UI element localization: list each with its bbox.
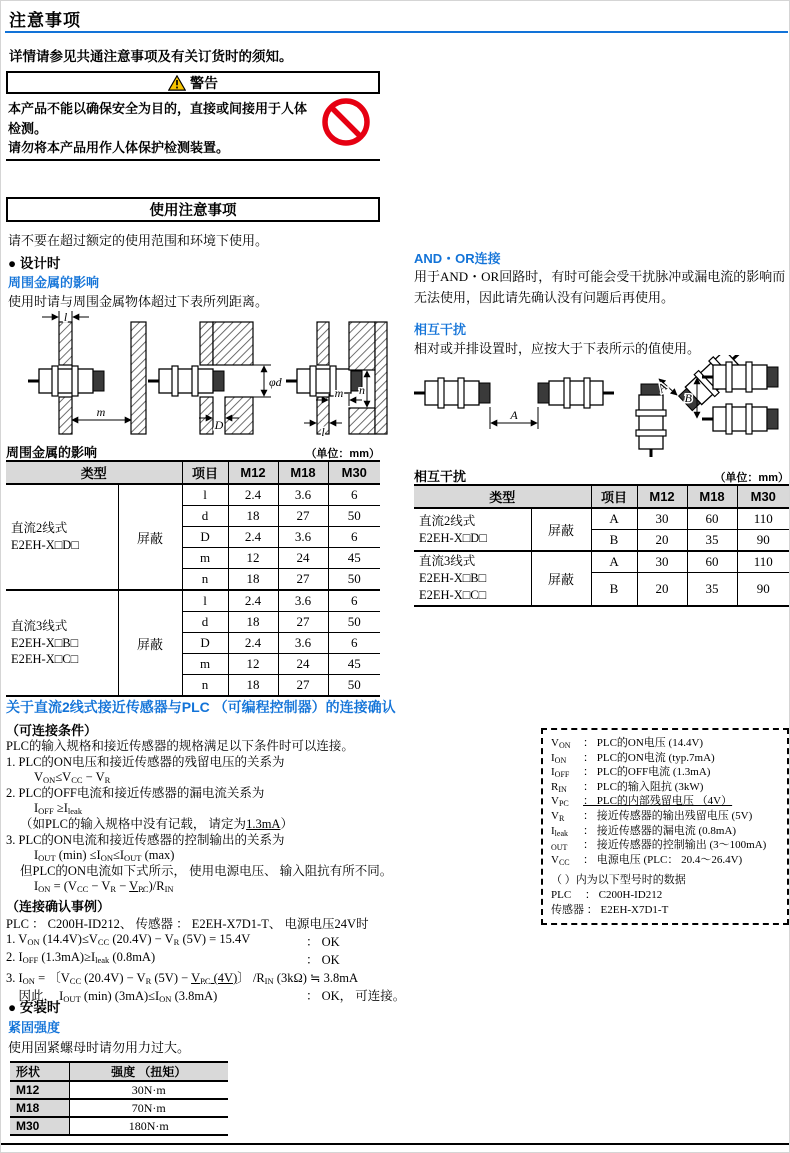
dim-label-n: n: [359, 383, 365, 397]
value-cell: 12: [228, 654, 278, 675]
value-cell: 30: [637, 508, 687, 530]
value-cell: 90: [737, 573, 789, 606]
shield-cell: 屏蔽: [531, 508, 591, 551]
type-line: E2EH-X□B□: [11, 635, 79, 650]
example-expr: 1. $V_{ON}$ $(14.4V)\le V_{CC}$ $(20.4V) - V_R$ (5V) = 15.4V: [6, 932, 251, 947]
def-desc: ： PLC的OFF电流 (1.3mA): [583, 766, 711, 779]
dim-label-m2: m: [334, 386, 344, 400]
metal-table-caption-row: [6, 442, 380, 461]
warning-divider: [6, 159, 380, 161]
value-cell: 110: [737, 551, 789, 573]
def-desc: ： 接近传感器的漏电流 (0.8mA): [583, 824, 737, 837]
def-note: （ ）内为以下型号时的数据: [551, 874, 686, 887]
strength-table: [10, 1061, 228, 1136]
value-cell: 20: [637, 573, 687, 606]
dim-label-l2: l: [321, 425, 325, 438]
plc-definitions-box: [541, 728, 789, 925]
value-cell: 50: [328, 569, 380, 591]
plc-cond-3: 3. PLC的ON电流和接近传感器的控制输出的关系为: [6, 832, 285, 847]
warning-line-1: 本产品不能以确保安全为目的，直接或间接用于人体检测。: [8, 101, 308, 136]
value-cell: 50: [328, 612, 380, 633]
value-cell: 6: [328, 633, 380, 654]
value-cell: 45: [328, 548, 380, 569]
value-cell: 110: [737, 508, 789, 530]
def-sensor-model: 传感器 ： E2EH-X7D1-T: [551, 903, 669, 916]
usage-note: 请不要在超过额定的使用范围和环境下使用。: [8, 233, 269, 248]
def-desc: ： 接近传感器的输出残留电压 (5V): [583, 809, 753, 822]
value-cell: 2.4: [228, 484, 278, 506]
shape-cell: M18: [10, 1099, 69, 1117]
shield-cell: 屏蔽: [118, 484, 182, 590]
table-row: [10, 1099, 228, 1117]
mutual-table: [414, 484, 789, 607]
example-result: ： OK: [306, 935, 340, 949]
metal-table-unit: （单位：mm）: [305, 448, 380, 460]
plc-cond-3-note: 但PLC的ON电流如下式所示， 使用电源电压、 输入阻抗有所不同。: [20, 863, 393, 878]
def-term: $V_R$: [551, 809, 565, 823]
plc-cond-heading: （可连接条件）: [6, 723, 98, 738]
col-header-m30: M30: [737, 485, 789, 508]
plc-formula-3: $I_{OUT}$ $(\min) \le I_{ON}\le I_{OUT}$ (max): [34, 848, 175, 864]
tightening-note: 使用固紧螺母时请勿用力过大。: [8, 1040, 191, 1055]
def-desc: ： PLC的输入阻抗 (3kW): [583, 780, 704, 793]
def-term: $I_{OFF}$: [551, 766, 570, 780]
example-result: ： OK， 可连接。: [306, 989, 406, 1003]
table-row: [10, 1117, 228, 1135]
warning-body: [8, 99, 316, 158]
dim-label-D: D: [214, 418, 224, 432]
col-header-shape: 形状: [10, 1062, 69, 1081]
table-row: [6, 484, 380, 506]
def-term: $V_{CC}$: [551, 853, 570, 867]
type-line: E2EH-X□D□: [419, 530, 487, 545]
def-row: [551, 794, 779, 809]
shape-cell: M12: [10, 1081, 69, 1099]
example-expr: 因此， $I_{OUT}$ (min) $(3mA)\le I_{ON}$ (3.8mA): [6, 989, 218, 1004]
value-cell: 18: [228, 675, 278, 697]
def-desc: ： 接近传感器的控制输出 (3～100mA): [583, 839, 767, 852]
value-cell: 24: [278, 548, 328, 569]
value-cell: 60: [687, 508, 737, 530]
value-cell: 18: [228, 506, 278, 527]
value-cell: 60: [687, 551, 737, 573]
dim-label-A1: A: [510, 408, 518, 422]
mutual-table-caption: 相互干扰: [414, 469, 467, 484]
type-line: 直流2线式: [419, 513, 476, 528]
value-cell: 12: [228, 548, 278, 569]
example-line: [6, 932, 546, 950]
tightening-heading: 紧固强度: [8, 1020, 61, 1035]
col-header-m18: M18: [687, 485, 737, 508]
col-header-m18: M18: [278, 461, 328, 484]
warning-title-label: 警告: [190, 74, 218, 91]
item-cell: m: [182, 548, 228, 569]
plc-conditions: [6, 739, 536, 895]
col-header-type: 类型: [414, 485, 591, 508]
example-line: [6, 986, 546, 1004]
type-cell: [6, 484, 118, 590]
def-row: [551, 780, 779, 795]
plc-cond-1: 1. PLC的ON电压和接近传感器的残留电压的关系为: [6, 754, 285, 769]
type-line: E2EH-X□C□: [11, 652, 79, 667]
value-cell: 6: [328, 527, 380, 548]
value-cell: 20: [637, 530, 687, 552]
metal-table: [6, 460, 380, 697]
value-cell: 27: [278, 569, 328, 591]
value-cell: 3.6: [278, 633, 328, 654]
def-plc-model: PLC ： C200H-ID212: [551, 888, 663, 901]
type-line: 直流2线式: [11, 521, 68, 536]
value-cell: 27: [278, 612, 328, 633]
metal-influence-diagram: [9, 308, 389, 438]
value-cell: 2.4: [228, 527, 278, 548]
def-row: [551, 838, 779, 853]
plc-formula-2: $I_{OFF} \ge I_{leak}$: [34, 801, 83, 817]
value-cell: 2.4: [228, 590, 278, 612]
no-entry-icon: [321, 97, 371, 147]
item-cell: m: [182, 654, 228, 675]
def-row: [551, 824, 779, 839]
metal-influence-heading: 周围金属的影响: [8, 275, 100, 290]
mutual-heading: 相互干扰: [414, 322, 467, 337]
type-line: E2EH-X□B□: [419, 570, 487, 585]
item-cell: D: [182, 527, 228, 548]
example-expr: 3. $I_{ON}$ = 〔$V_{CC}$ $(20.4V) - V_R$ $(5V) - V_{PC}$ (4V)〕 $/R_{IN}$ (3kΩ) ≒ 3.8mA: [6, 971, 359, 986]
value-cell: 6: [328, 590, 380, 612]
col-header-strength: 强度 （扭矩）: [69, 1062, 228, 1081]
col-header-type: 类型: [6, 461, 182, 484]
def-desc: ： PLC的内部残留电压 （4V）: [583, 795, 733, 808]
item-cell: l: [182, 590, 228, 612]
def-row: [551, 853, 779, 868]
value-cell: 30: [637, 551, 687, 573]
page-bottom-rule: [1, 1143, 790, 1145]
col-header-item: 项目: [182, 461, 228, 484]
plc-formula-4: $I_{ON} = (V_{CC} - V_R - V_{PC})/R_{IN}$: [34, 879, 174, 895]
strength-cell: 70N·m: [69, 1099, 228, 1117]
value-cell: 27: [278, 675, 328, 697]
def-desc: ： PLC的ON电流 (typ.7mA): [583, 751, 715, 764]
def-term: $V_{PC}$: [551, 795, 569, 809]
plc-cond-intro: PLC的输入规格和接近传感器的规格满足以下条件时可以连接。: [6, 739, 354, 753]
value-cell: 24: [278, 654, 328, 675]
usage-box-title: 使用注意事项: [149, 203, 237, 219]
example-expr: 2. $I_{OFF}$ $(1.3mA)\ge I_{leak}$ (0.8mA): [6, 950, 156, 965]
plc-examples: [6, 932, 546, 1004]
value-cell: 35: [687, 573, 737, 606]
table-row: [6, 590, 380, 612]
def-desc: ： 电源电压 (PLC： 20.4～26.4V): [583, 853, 743, 866]
dim-label-l: l: [63, 310, 68, 324]
item-cell: n: [182, 675, 228, 697]
dim-label-phid: φd: [269, 375, 282, 389]
value-cell: 3.6: [278, 484, 328, 506]
example-result: ： OK: [306, 953, 340, 967]
value-cell: 50: [328, 506, 380, 527]
col-header-m30: M30: [328, 461, 380, 484]
def-term: OUT: [551, 843, 568, 853]
item-cell: l: [182, 484, 228, 506]
dim-label-A2: A: [654, 379, 670, 396]
item-cell: d: [182, 612, 228, 633]
plc-section-title: 关于直流2线式接近传感器与PLC （可编程控制器）的连接确认: [6, 699, 396, 715]
example-line: [6, 968, 546, 986]
table-row: [414, 508, 789, 530]
def-term: $I_{leak}$: [551, 824, 568, 838]
item-cell: n: [182, 569, 228, 591]
type-line: E2EH-X□C□: [419, 587, 487, 602]
example-line: [6, 950, 546, 968]
value-cell: 50: [328, 675, 380, 697]
def-term: $V_{ON}$: [551, 737, 571, 750]
value-cell: 3.6: [278, 527, 328, 548]
section-install-heading: ● 安装时: [8, 1000, 61, 1015]
section-design-heading: ● 设计时: [8, 256, 61, 271]
value-cell: 18: [228, 569, 278, 591]
value-cell: 18: [228, 612, 278, 633]
metal-influence-note: 使用时请与周围金属物体超过下表所列距离。: [8, 294, 269, 309]
shield-cell: 屏蔽: [531, 551, 591, 606]
def-row: [551, 751, 779, 766]
col-header-m12: M12: [637, 485, 687, 508]
item-cell: B: [591, 530, 637, 552]
intro-text: 详情请参见共通注意事项及有关订货时的须知。: [9, 49, 293, 64]
plc-example-heading: （连接确认事例）: [6, 899, 111, 914]
warning-box-title: [6, 71, 380, 94]
mutual-table-caption-row: [414, 466, 789, 485]
mutual-note: 相对或并排设置时，应按大于下表所示的值使用。: [414, 341, 701, 356]
col-header-m12: M12: [228, 461, 278, 484]
def-desc: ： PLC的ON电压 (14.4V): [583, 737, 704, 749]
value-cell: 27: [278, 506, 328, 527]
def-row: [551, 736, 779, 751]
item-cell: A: [591, 551, 637, 573]
type-line: E2EH-X□D□: [11, 538, 79, 552]
def-term: $R_{IN}$: [551, 780, 567, 794]
type-cell: [414, 508, 531, 551]
def-row: [551, 765, 779, 780]
plc-cond-2: 2. PLC的OFF电流和接近传感器的漏电流关系为: [6, 785, 265, 800]
warning-triangle-icon: [168, 75, 186, 91]
accent-rule: [5, 31, 788, 33]
strength-cell: 30N·m: [69, 1081, 228, 1099]
mutual-table-unit: （单位：mm）: [714, 472, 789, 484]
table-row: [414, 551, 789, 573]
mutual-interference-diagram: [411, 355, 789, 457]
col-header-item: 项目: [591, 485, 637, 508]
def-term: $I_{ON}$: [551, 751, 567, 765]
usage-box: [6, 197, 380, 222]
page-title: 注意事项: [9, 11, 81, 30]
type-cell: [6, 590, 118, 696]
plc-example-intro: PLC ： C200H-ID212、 传感器 ： E2EH-X7D1-T、 电源电压24V时: [6, 917, 369, 931]
type-line: 直流3线式: [11, 618, 68, 633]
metal-table-caption: 周围金属的影响: [6, 445, 98, 460]
plc-formula-1: $V_{ON}\le V_{CC} - V_R$: [34, 770, 111, 786]
shape-cell: M30: [10, 1117, 69, 1135]
value-cell: 90: [737, 530, 789, 552]
def-row: [551, 809, 779, 824]
item-cell: B: [591, 573, 637, 606]
value-cell: 2.4: [228, 633, 278, 654]
andor-heading: AND・OR连接: [414, 251, 501, 266]
item-cell: A: [591, 508, 637, 530]
shield-cell: 屏蔽: [118, 590, 182, 696]
type-line: 直流3线式: [419, 553, 476, 568]
andor-body: 用于AND・OR回路时，有时可能会受干扰脉冲或漏电流的影响而无法使用，因此请先确认没有问题后再使用。: [414, 269, 786, 305]
item-cell: d: [182, 506, 228, 527]
table-row: [10, 1081, 228, 1099]
dim-label-B: B: [684, 391, 692, 405]
value-cell: 6: [328, 484, 380, 506]
value-cell: 45: [328, 654, 380, 675]
value-cell: 3.6: [278, 590, 328, 612]
item-cell: D: [182, 633, 228, 654]
warning-line-2: 请勿将本产品用作人体保护检测装置。: [8, 140, 230, 155]
value-cell: 35: [687, 530, 737, 552]
plc-formula-2-note: （如PLC的输入规格中没有记载， 请定为1.3mA）: [20, 816, 293, 831]
dim-label-m: m: [96, 405, 106, 419]
type-cell: [414, 551, 531, 606]
strength-cell: 180N·m: [69, 1117, 228, 1135]
